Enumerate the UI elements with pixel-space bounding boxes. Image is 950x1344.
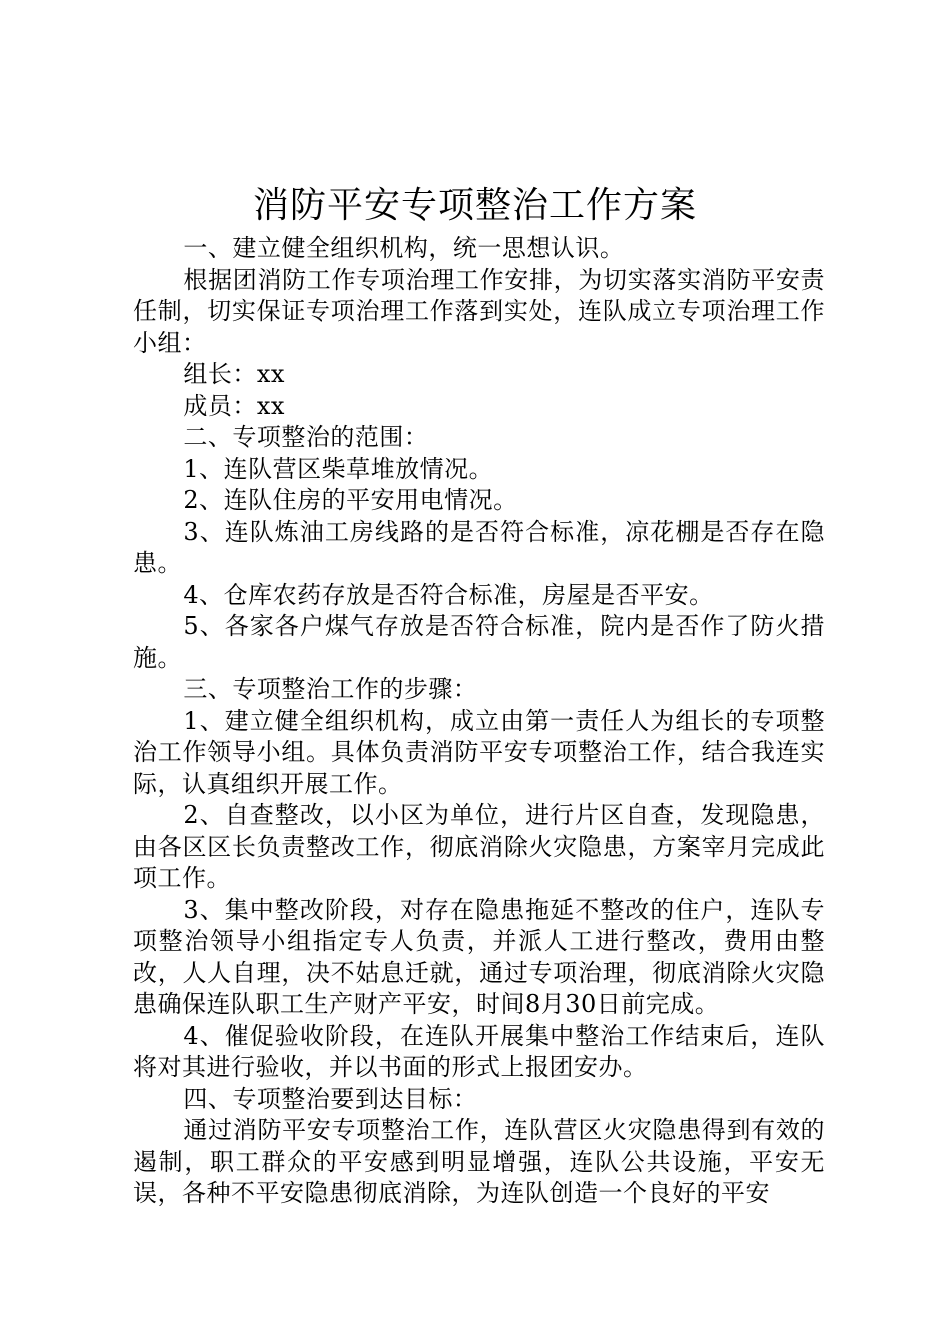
section-heading-1: 一、建立健全组织机构，统一思想认识。 <box>183 234 625 262</box>
list-item: 1、连队营区柴草堆放情况。 <box>183 454 494 483</box>
list-item: 3、集中整改阶段，对存在隐患拖延不整改的住户，连队专项整治领导小组指定专人负责，并派人工进行整改，费用由整改，人人自理，决不姑息迁就，通过专项治理，彻底消除火灾隐患确保连队职工生产财产平安，时间8月30日前完成。 <box>133 895 825 1018</box>
section-heading-3: 三、专项整治工作的步骤： <box>183 675 478 703</box>
team-member-line: 成员：xx <box>183 391 285 420</box>
section-heading-2: 二、专项整治的范围： <box>183 423 429 451</box>
document-title: 消防平安专项整治工作方案 <box>252 185 697 226</box>
paragraph: 根据团消防工作专项治理工作安排，为切实落实消防平安责任制，切实保证专项治理工作落到实处，连队成立专项治理工作小组： <box>133 265 825 357</box>
list-item: 1、建立健全组织机构，成立由第一责任人为组长的专项整治工作领导小组。具体负责消防平安专项整治工作，结合我连实际，认真组织开展工作。 <box>133 706 825 798</box>
list-item: 4、催促验收阶段，在连队开展集中整治工作结束后，连队将对其进行验收，并以书面的形式上报团安办。 <box>133 1021 825 1081</box>
list-item: 5、各家各户煤气存放是否符合标准，院内是否作了防火措施。 <box>133 612 825 672</box>
list-item: 3、连队炼油工房线路的是否符合标准，凉花棚是否存在隐患。 <box>133 517 825 577</box>
team-leader-line: 组长：xx <box>183 360 285 388</box>
list-item: 2、自查整改，以小区为单位，进行片区自查，发现隐患，由各区区长负责整改工作，彻底消除火灾隐患，方案宰月完成此项工作。 <box>133 801 825 892</box>
document-body <box>133 233 825 1210</box>
list-item: 2、连队住房的平安用电情况。 <box>183 486 518 514</box>
paragraph: 通过消防平安专项整治工作，连队营区火灾隐患得到有效的遏制，职工群众的平安感到明显增强，连队公共设施，平安无误，各种不平安隐患彻底消除，为连队创造一个良好的平安 <box>133 1116 825 1207</box>
list-item: 4、仓库农药存放是否符合标准，房屋是否平安。 <box>183 580 714 609</box>
section-heading-4: 四、专项整治要到达目标： <box>183 1084 478 1113</box>
